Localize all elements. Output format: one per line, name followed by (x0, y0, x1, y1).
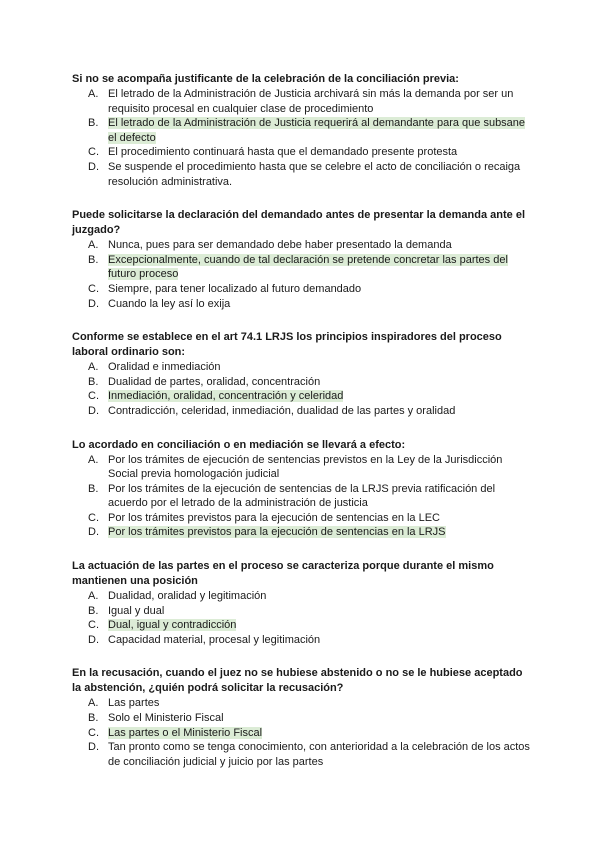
option-letter: A. (88, 453, 99, 466)
question-text: Si no se acompaña justificante de la celebración de la conciliación previa: (72, 73, 459, 85)
question-2 (72, 208, 532, 311)
option-text: Por los trámites de la ejecución de sentencias de la LRJS previa ratificación del acuerdo por el letrado de la administración de justicia (108, 482, 496, 510)
option-letter: B. (88, 117, 99, 130)
option-letter: A. (88, 239, 99, 252)
option-a (72, 453, 532, 482)
option-list (72, 238, 532, 311)
question-5 (72, 559, 532, 647)
option-text: Igual y dual (108, 604, 165, 617)
option-d-correct (72, 525, 532, 540)
option-text: El letrado de la Administración de Justicia archivará sin más la demanda por ser un requisito procesal en cualquier clase de procedimiento (108, 88, 514, 115)
option-letter: D. (88, 297, 99, 310)
question-text: En la recusación, cuando el juez no se hubiese abstenido o no se le hubiese aceptado la abstención, ¿quién podrá solicitar la recusación? (72, 667, 523, 695)
option-letter: B. (88, 604, 99, 617)
option-list (72, 589, 532, 647)
option-list (72, 360, 532, 418)
option-text: Contradicción, celeridad, inmediación, dualidad de las partes y oralidad (108, 404, 456, 417)
option-a (72, 360, 532, 375)
option-d (72, 404, 532, 419)
option-letter: A. (88, 697, 99, 710)
option-letter: A. (88, 88, 99, 100)
option-text: Por los trámites previstos para la ejecución de sentencias en la LEC (108, 511, 441, 524)
question-text: La actuación de las partes en el proceso se caracteriza porque durante el mismo mantienen una posición (72, 560, 494, 588)
option-letter: D. (88, 404, 99, 417)
option-letter: D. (88, 633, 99, 646)
option-text-highlighted: Inmediación, oralidad, concentración y celeridad (108, 390, 344, 403)
option-d (72, 297, 532, 312)
option-c-correct (72, 726, 532, 741)
option-letter: D. (88, 741, 99, 754)
option-text: Dualidad de partes, oralidad, concentración (108, 375, 321, 388)
option-text-highlighted: Las partes o el Ministerio Fiscal (108, 726, 263, 739)
option-letter: C. (88, 726, 99, 739)
option-letter: A. (88, 590, 99, 603)
option-list (72, 87, 532, 189)
option-d (72, 160, 532, 189)
option-b-correct (72, 253, 532, 282)
exam-page (72, 72, 532, 788)
option-letter: B. (88, 482, 99, 495)
question-text: Conforme se establece en el art 74.1 LRJS los principios inspiradores del proceso laboral ordinario son: (72, 331, 502, 359)
option-text: El procedimiento continuará hasta que el demandado presente protesta (108, 146, 458, 159)
option-letter: C. (88, 619, 99, 632)
option-text: Nunca, pues para ser demandado debe haber presentado la demanda (108, 239, 452, 252)
option-list (72, 453, 532, 541)
option-letter: C. (88, 390, 99, 403)
option-text: Cuando la ley así lo exija (108, 297, 231, 310)
option-text-highlighted: Por los trámites previstos para la ejecución de sentencias en la LRJS (108, 526, 446, 539)
option-letter: C. (88, 511, 99, 524)
option-text: Siempre, para tener localizado al futuro demandado (108, 282, 362, 295)
option-c (72, 282, 532, 297)
option-letter: B. (88, 253, 99, 266)
option-text-highlighted: Dual, igual y contradicción (108, 619, 237, 632)
option-b (72, 604, 532, 619)
question-6 (72, 666, 532, 769)
option-text: Dualidad, oralidad y legitimación (108, 590, 267, 603)
option-c (72, 145, 532, 160)
option-text: Las partes (108, 697, 160, 710)
option-text: Solo el Ministerio Fiscal (108, 712, 224, 725)
option-letter: D. (88, 526, 99, 539)
option-b (72, 375, 532, 390)
option-letter: B. (88, 375, 99, 388)
option-a (72, 87, 532, 116)
option-c-correct (72, 618, 532, 633)
option-b (72, 482, 532, 511)
option-a (72, 696, 532, 711)
question-3 (72, 330, 532, 418)
option-a (72, 238, 532, 253)
option-d (72, 633, 532, 648)
option-text-highlighted: Excepcionalmente, cuando de tal declaración se pretende concretar las partes del futuro proceso (108, 253, 508, 281)
option-letter: D. (88, 160, 99, 173)
option-text: Se suspende el procedimiento hasta que se celebre el acto de conciliación o recaiga resolución administrativa. (108, 160, 521, 188)
option-text-highlighted: El letrado de la Administración de Justicia requerirá al demandante para que subsane el defecto (108, 117, 526, 144)
question-4 (72, 438, 532, 541)
option-text: Capacidad material, procesal y legitimación (108, 633, 321, 646)
option-list (72, 696, 532, 769)
question-text: Lo acordado en conciliación o en mediación se llevará a efecto: (72, 438, 406, 451)
option-b (72, 711, 532, 726)
option-c-correct (72, 389, 532, 404)
option-b-correct (72, 116, 532, 145)
option-letter: C. (88, 146, 99, 159)
option-text: Por los trámites de ejecución de sentencias previstos en la Ley de la Jurisdicción Social previa homologación judicial (108, 453, 503, 481)
option-text: Oralidad e inmediación (108, 361, 221, 374)
question-1 (72, 72, 532, 189)
option-letter: B. (88, 712, 99, 725)
option-c (72, 511, 532, 526)
option-letter: C. (88, 282, 99, 295)
option-letter: A. (88, 361, 99, 374)
option-d (72, 740, 532, 769)
option-text: Tan pronto como se tenga conocimiento, con anterioridad a la celebración de los actos de conciliación judicial y juicio por las partes (108, 741, 530, 768)
option-a (72, 589, 532, 604)
question-text: Puede solicitarse la declaración del demandado antes de presentar la demanda ante el juzgado? (72, 209, 526, 237)
